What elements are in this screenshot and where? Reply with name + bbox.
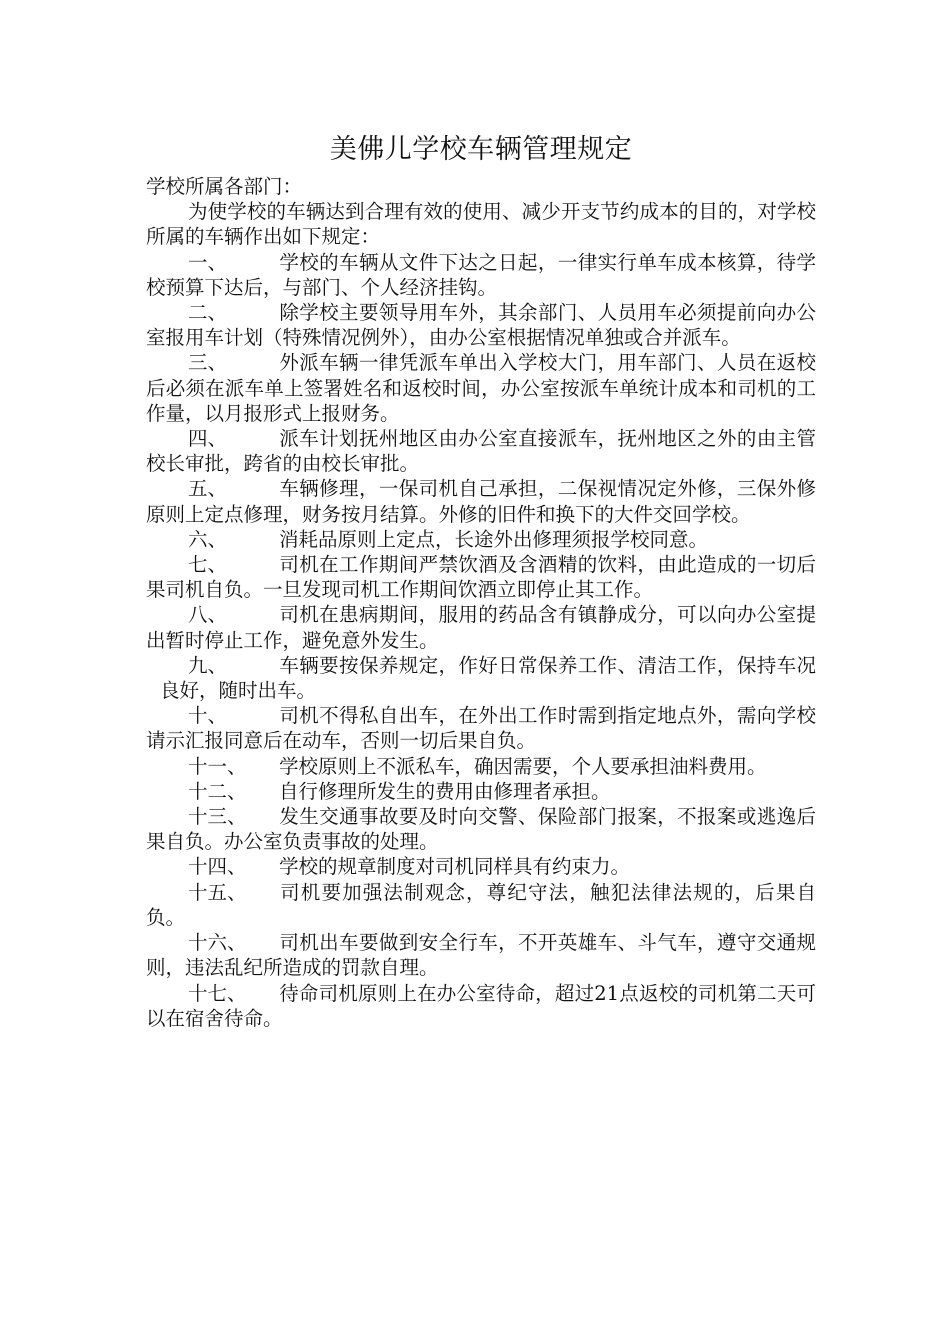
clause-7 (146, 552, 816, 602)
clause-text: 发生交通事故要及时向交警、保险部门报案，不报案或逃逸后果自负。办公室负责事故的处理。 (146, 805, 816, 854)
clause-number: 十七、 (188, 981, 247, 1005)
clause-8 (146, 602, 816, 652)
clause-text: 除学校主要领导用车外，其余部门、人员用车必须提前向办公室报用车计划（特殊情况例外），由办公室根据情况单独或合并派车。 (146, 301, 816, 350)
clause-12 (146, 779, 816, 804)
clause-number: 九、 (188, 653, 228, 677)
clause-9 (146, 653, 816, 703)
clause-text: 待命司机原则上在办公室待命，超过21点返校的司机第二天可以在宿舍待命。 (146, 981, 816, 1030)
clause-number: 二、 (188, 301, 228, 325)
clause-2 (146, 300, 816, 350)
clause-number: 十四、 (188, 855, 247, 879)
clause-text: 学校的车辆从文件下达之日起，一律实行单车成本核算，待学校预算下达后，与部门、个人经济挂钩。 (146, 250, 816, 299)
intro-paragraph: 为使学校的车辆达到合理有效的使用、减少开支节约成本的目的，对学校所属的车辆作出如下规定： (146, 200, 816, 249)
clause-number: 十二、 (188, 779, 247, 803)
clause-text: 自行修理所发生的费用由修理者承担。 (279, 779, 611, 803)
clause-16 (146, 930, 816, 980)
document-title: 美佛儿学校车辆管理规定 (329, 134, 633, 165)
clause-number: 十三、 (188, 805, 247, 829)
clause-5 (146, 476, 816, 526)
document-body (146, 126, 816, 1031)
clause-text: 司机要加强法制观念，尊纪守法，触犯法律法规的，后果自负。 (146, 880, 816, 929)
clause-number: 四、 (188, 427, 228, 451)
clause-11 (146, 754, 816, 779)
clause-1 (146, 250, 816, 300)
clause-6 (146, 527, 816, 552)
clause-number: 十五、 (188, 880, 247, 904)
clause-text: 司机出车要做到安全行车，不开英雄车、斗气车，遵守交通规则，违法乱纪所造成的罚款自理。 (146, 931, 816, 980)
clause-number: 三、 (188, 351, 228, 375)
clause-13 (146, 804, 816, 854)
clause-text: 外派车辆一律凭派车单出入学校大门，用车部门、人员在返校后必须在派车单上签署姓名和返校时间，办公室按派车单统计成本和司机的工作量，以月报形式上报财务。 (146, 351, 816, 425)
clause-3 (146, 350, 816, 426)
clause-17 (146, 981, 816, 1031)
clause-number: 十六、 (188, 931, 247, 955)
clause-4 (146, 426, 816, 476)
clause-text: 车辆要按保养规定，作好日常保养工作、清洁工作，保持车况良好，随时出车。 (160, 653, 816, 703)
clause-number: 七、 (188, 553, 228, 577)
clause-number: 一、 (188, 250, 228, 274)
salutation: 学校所属各部门： (146, 175, 303, 198)
clause-text: 车辆修理，一保司机自己承担，二保视情况定外修，三保外修原则上定点修理，财务按月结算。外修的旧件和换下的大件交回学校。 (146, 477, 816, 526)
clause-number: 五、 (188, 477, 228, 501)
clause-number: 八、 (188, 603, 228, 627)
clause-text: 司机不得私自出车，在外出工作时需到指定地点外，需向学校请示汇报同意后在动车，否则一切后果自负。 (146, 704, 816, 753)
clause-10 (146, 703, 816, 753)
clause-text: 学校原则上不派私车，确因需要，个人要承担油料费用。 (279, 754, 767, 778)
clause-number: 十、 (188, 704, 228, 728)
clause-14 (146, 854, 816, 879)
clause-text: 派车计划抚州地区由办公室直接派车，抚州地区之外的由主管校长审批，跨省的由校长审批。 (146, 427, 816, 476)
clause-number: 十一、 (188, 754, 247, 778)
clause-text: 消耗品原则上定点，长途外出修理须报学校同意。 (279, 527, 709, 551)
clause-text: 司机在工作期间严禁饮酒及含酒精的饮料，由此造成的一切后果司机自负。一旦发现司机工作期间饮酒立即停止其工作。 (146, 553, 816, 602)
clause-number: 六、 (188, 527, 228, 551)
clause-15 (146, 880, 816, 930)
clause-text: 司机在患病期间，服用的药品含有镇静成分，可以向办公室提出暂时停止工作，避免意外发生。 (146, 603, 816, 652)
clause-text: 学校的规章制度对司机同样具有约束力。 (279, 855, 631, 879)
